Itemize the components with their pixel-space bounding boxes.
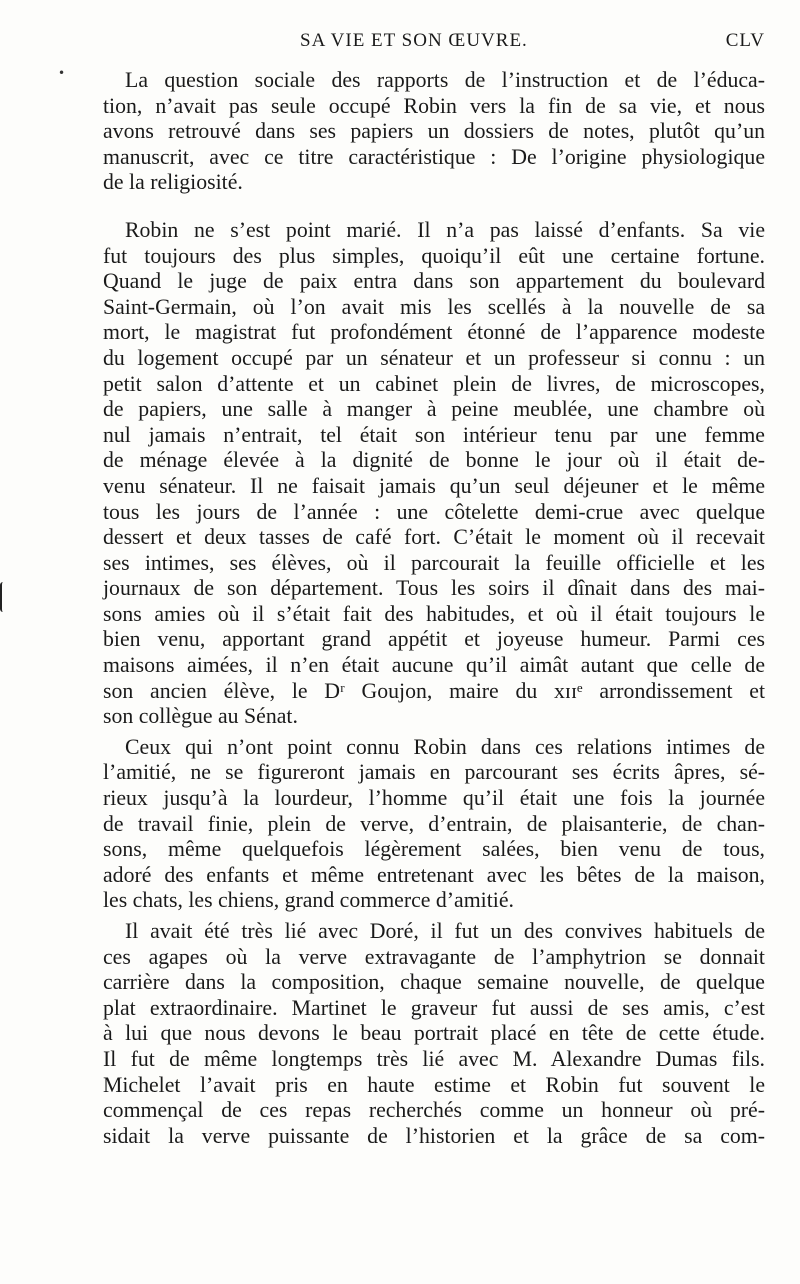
margin-mark: • (58, 66, 66, 80)
text-line: à lui que nous devons le beau portrait placé en tête de cette étude. (103, 1021, 765, 1046)
text-line: de papiers, une salle à manger à peine meublée, une chambre où (103, 397, 765, 422)
text-line: manuscrit, avec ce titre caractéristique : De l’origine physiologique (103, 144, 765, 169)
text-line: petit salon d’attente et un cabinet plein de livres, de microscopes, (103, 371, 765, 396)
text-line: Il avait été très lié avec Doré, il fut un des convives habituels de (125, 919, 765, 943)
text-line: sons amies où il s’était fait des habitudes, et où il était toujours le (103, 601, 765, 626)
text-line: de la religiosité. (103, 170, 243, 195)
running-title: SA VIE ET SON ŒUVRE. (300, 30, 528, 51)
text-line: Michelet l’avait pris en haute estime et Robin fut souvent le (103, 1072, 765, 1097)
paragraph-3 (103, 735, 765, 914)
text-line: son ancien élève, le Dʳ Goujon, maire du xɪɪᵉ arrondissement et (103, 678, 765, 703)
text-line: fut toujours des plus simples, quoiqu’il eût une certaine fortune. (103, 243, 765, 268)
text-line: ses intimes, ses élèves, où il parcourait la feuille officielle et les (103, 550, 765, 575)
text-line: de travail finie, plein de verve, d’entrain, de plaisanterie, de chan- (103, 811, 765, 836)
text-line: Robin ne s’est point marié. Il n’a pas laissé d’enfants. Sa vie (125, 217, 765, 242)
text-line: venu sénateur. Il ne faisait jamais qu’un seul déjeuner et le même (103, 473, 765, 498)
text-line: ces agapes où la verve extravagante de l’amphytrion se donnait (103, 944, 765, 969)
text-line: dessert et deux tasses de café fort. C’était le moment où il recevait (103, 525, 765, 550)
paragraph-gap (103, 196, 765, 218)
page-number: CLV (725, 30, 765, 51)
text-line: rieux jusqu’à la lourdeur, l’homme qu’il était une fois la journée (103, 786, 765, 811)
text-line: de ménage élevée à la dignité de bonne le jour où il était de- (103, 448, 765, 473)
text-line: tous les jours de l’année : une côtelette demi-crue avec quelque (103, 499, 765, 524)
text-line: l’amitié, ne se figureront jamais en parcourant ses écrits âpres, sé- (103, 760, 765, 785)
text-line: plat extraordinaire. Martinet le graveur fut aussi de ses amis, c’est (103, 995, 765, 1020)
text-line: journaux de son département. Tous les soirs il dînait dans des mai- (103, 576, 765, 601)
text-line: Il fut de même longtemps très lié avec M. Alexandre Dumas fils. (103, 1046, 765, 1071)
text-line: nul jamais n’entrait, tel était son intérieur tenu par une femme (103, 422, 765, 447)
text-line: bien venu, apportant grand appétit et joyeuse humeur. Parmi ces (103, 627, 765, 652)
paragraph-1 (103, 68, 765, 196)
text-line: Quand le juge de paix entra dans son appartement du boulevard (103, 269, 765, 294)
paragraph-2 (103, 218, 765, 730)
text-line: adoré des enfants et même entretenant avec les bêtes de la maison, (103, 862, 765, 887)
text-line: commençal de ces repas recherchés comme un honneur où pré- (103, 1098, 765, 1123)
text-line: mort, le magistrat fut profondément étonné de l’apparence modeste (103, 320, 765, 345)
text-line: maisons aimées, il n’en était aucune qu’il aimât autant que celle de (103, 653, 765, 678)
text-line: sons, même quelquefois légèrement salées, bien venu de tous, (103, 837, 765, 862)
paragraph-4 (103, 919, 765, 1149)
text-line: sidait la verve puissante de l’historien et la grâce de sa com- (103, 1123, 765, 1148)
page-edge-mark (0, 582, 6, 612)
text-line: tion, n’avait pas seule occupé Robin vers la fin de sa vie, et nous (103, 93, 765, 118)
text-line: du logement occupé par un sénateur et un professeur si connu : un (103, 345, 765, 370)
text-line: les chats, les chiens, grand commerce d’amitié. (103, 888, 514, 913)
text-line: son collègue au Sénat. (103, 704, 298, 729)
text-line: Ceux qui n’ont point connu Robin dans ces relations intimes de (125, 734, 765, 759)
running-header (100, 30, 765, 58)
text-line: La question sociale des rapports de l’instruction et de l’éduca- (125, 68, 765, 92)
text-line: avons retrouvé dans ses papiers un dossiers de notes, plutôt qu’un (103, 119, 765, 144)
body-text (103, 68, 765, 1149)
text-line: carrière dans la composition, chaque semaine nouvelle, de quelque (103, 970, 765, 995)
text-line: Saint-Germain, où l’on avait mis les scellés à la nouvelle de sa (103, 294, 765, 319)
